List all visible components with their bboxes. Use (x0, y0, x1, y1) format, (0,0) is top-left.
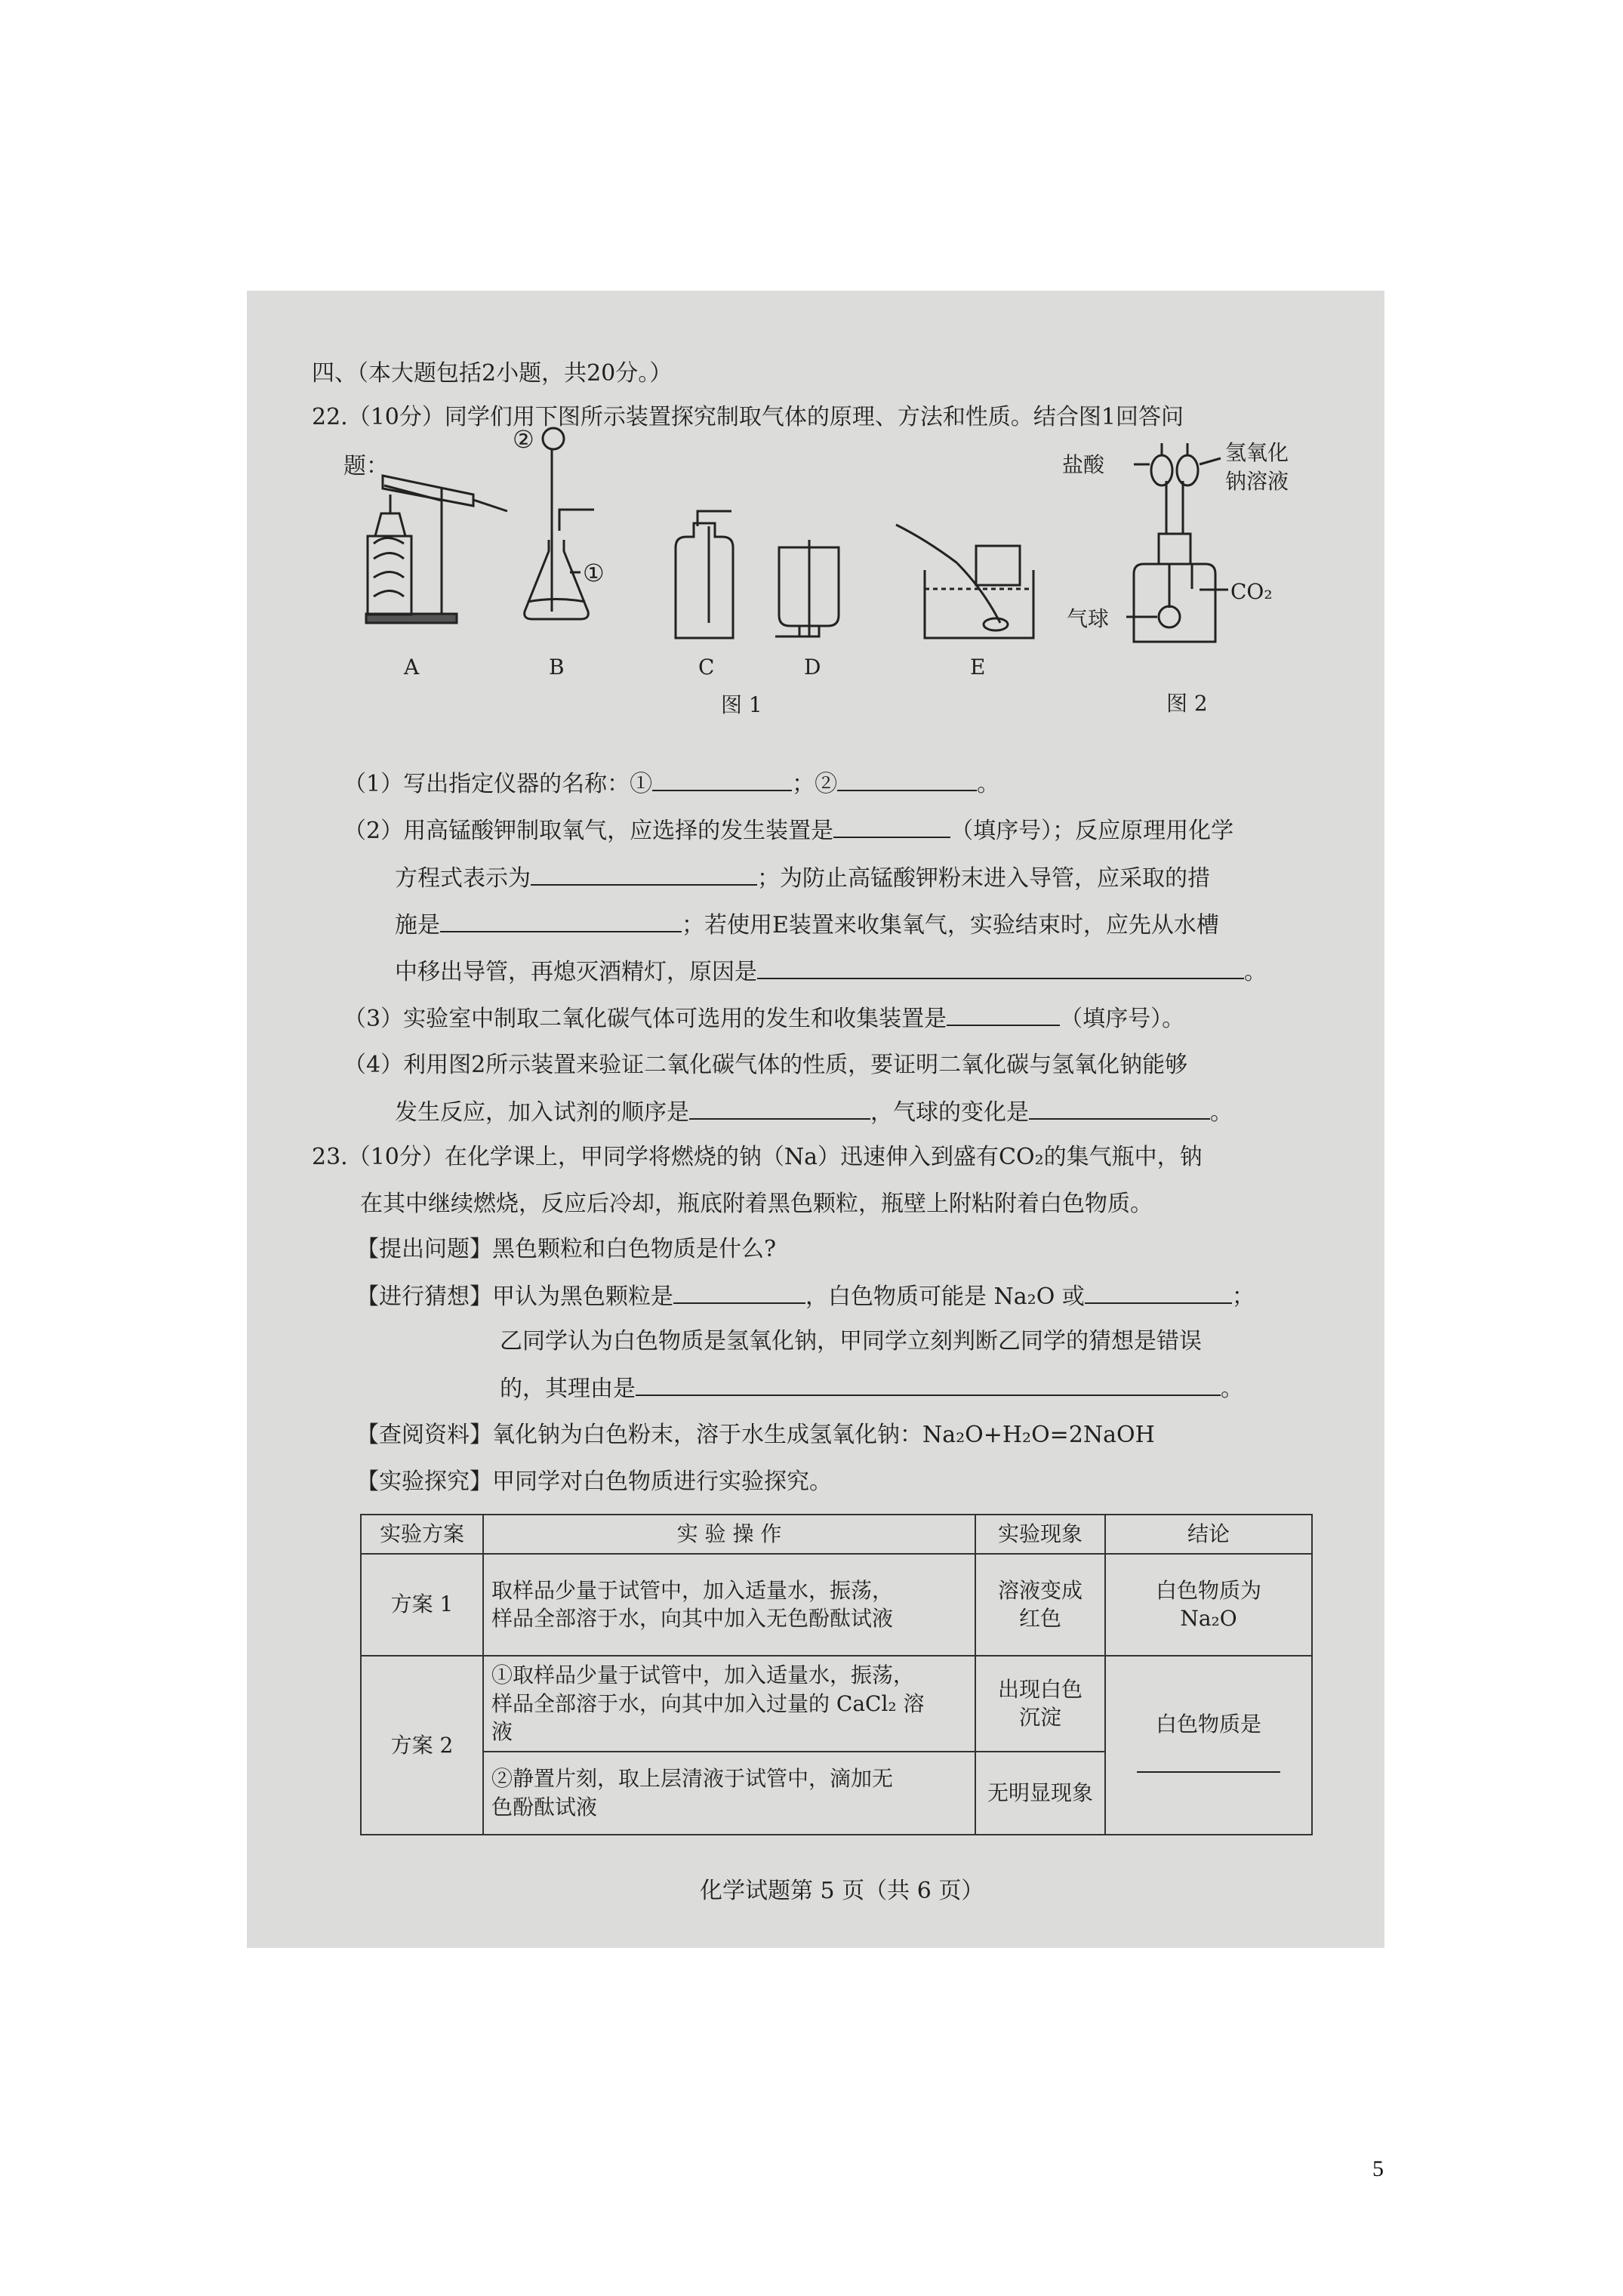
plan1-name: 方案 1 (361, 1554, 483, 1656)
page-footer: 化学试题第 5 页（共 6 页） (700, 1878, 984, 1904)
scanned-exam-page (247, 291, 1384, 1948)
plan2-phenomenon-2: 无明显现象 (975, 1752, 1105, 1835)
q22-part4-line2: 发生反应，加入试剂的顺序是 ，气球的变化是 。 (395, 1099, 1233, 1126)
table-header-row (361, 1515, 1312, 1554)
q23-ask: 【提出问题】黑色颗粒和白色物质是什么? (356, 1236, 777, 1262)
plan2-conclusion: 白色物质是 (1105, 1656, 1312, 1835)
answer-blank-8[interactable] (689, 1099, 870, 1120)
q22-stem-line1: 22.（10分）同学们用下图所示装置探究制取气体的原理、方法和性质。结合图1回答问 (312, 404, 1184, 430)
q22-part2-line3: 施是 ；若使用E装置来收集氧气，实验结束时，应先从水槽 (395, 912, 1219, 938)
answer-blank-4[interactable] (531, 864, 757, 886)
plan2-phenomenon-1: 出现白色 沉淀 (975, 1656, 1105, 1752)
section-heading: 四、（本大题包括2小题，共20分。） (312, 360, 673, 387)
answer-blank-3[interactable] (833, 817, 950, 838)
fig1-label-b: B (549, 655, 565, 680)
fig1-label-a: A (404, 655, 420, 680)
header-operation: 实 验 操 作 (483, 1515, 975, 1554)
q23-guess-line3: 的，其理由是 。 (500, 1376, 1243, 1402)
header-conclusion: 结论 (1105, 1515, 1312, 1554)
q22-part4-line1: （4）利用图2所示装置来验证二氧化碳气体的性质，要证明二氧化碳与氢氧化钠能够 (343, 1052, 1188, 1078)
fig-mark-2: ② (513, 425, 534, 454)
answer-blank-5[interactable] (440, 911, 682, 932)
fig2-caption: 图 2 (1166, 691, 1208, 716)
plan1-operation: 取样品少量于试管中，加入适量水，振荡， 样品全部溶于水，向其中加入无色酚酞试液 (483, 1554, 975, 1656)
answer-blank-11[interactable] (1085, 1283, 1232, 1304)
q22-part2-line4: 中移出导管，再熄灭酒精灯，原因是 。 (395, 959, 1267, 985)
answer-blank-13[interactable] (1137, 1752, 1280, 1773)
plan2-name: 方案 2 (361, 1656, 483, 1835)
answer-blank-2[interactable] (837, 770, 977, 791)
q22-part2-line1: （2）用高锰酸钾制取氧气，应选择的发生装置是 （填序号）；反应原理用化学 (343, 818, 1234, 844)
q23-stem-line2: 在其中继续燃烧，反应后冷却，瓶底附着黑色颗粒，瓶壁上附粘附着白色物质。 (360, 1191, 1153, 1217)
experiment-table (360, 1514, 1313, 1835)
q23-info: 【查阅资料】氧化钠为白色粉末，溶于水生成氢氧化钠：Na₂O+H₂O=2NaOH (356, 1422, 1155, 1448)
answer-blank-7[interactable] (947, 1005, 1060, 1026)
fig2-co2-label: CO₂ (1230, 579, 1273, 604)
fig-mark-1: ① (583, 559, 605, 587)
answer-blank-6[interactable] (757, 958, 1244, 979)
plan1-conclusion: 白色物质为 Na₂O (1105, 1554, 1312, 1656)
fig1-caption: 图 1 (721, 692, 762, 717)
q23-explore: 【实验探究】甲同学对白色物质进行实验探究。 (356, 1469, 832, 1495)
q22-part1: （1）写出指定仪器的名称：① ；② 。 (343, 771, 1000, 797)
plan2-operation-2: ②静置片刻，取上层清液于试管中，滴加无 色酚酞试液 (483, 1752, 975, 1835)
q23-guess-line2: 乙同学认为白色物质是氢氧化钠，甲同学立刻判断乙同学的猜想是错误 (500, 1328, 1202, 1354)
fig2-balloon-label: 气球 (1067, 606, 1110, 631)
fig2-naoh-label-2: 钠溶液 (1225, 469, 1289, 494)
fig1-label-e: E (970, 655, 986, 680)
header-plan: 实验方案 (361, 1515, 483, 1554)
answer-blank-10[interactable] (673, 1283, 805, 1304)
answer-blank-12[interactable] (636, 1375, 1221, 1396)
q22-part2-line2: 方程式表示为 ；为防止高锰酸钾粉末进入导管，应采取的措 (395, 865, 1210, 892)
q23-stem-line1: 23.（10分）在化学课上，甲同学将燃烧的钠（Na）迅速伸入到盛有CO₂的集气瓶中，钠 (312, 1144, 1203, 1170)
fig1-label-c: C (698, 655, 715, 680)
plan2-operation-1: ①取样品少量于试管中，加入适量水，振荡， 样品全部溶于水，向其中加入过量的 CaCl₂ 溶 液 (483, 1656, 975, 1752)
fig2-naoh-label-1: 氢氧化 (1225, 440, 1289, 465)
table-row-plan2-step1 (361, 1656, 1312, 1752)
header-phenomenon: 实验现象 (975, 1515, 1105, 1554)
plan1-phenomenon: 溶液变成 红色 (975, 1554, 1105, 1656)
q22-stem-line2: 题： (343, 453, 389, 479)
q22-part3: （3）实验室中制取二氧化碳气体可选用的发生和收集装置是 （填序号）。 (343, 1006, 1185, 1032)
page-number: 5 (1372, 2156, 1384, 2181)
fig2-hcl-label: 盐酸 (1062, 452, 1105, 477)
answer-blank-9[interactable] (1029, 1099, 1210, 1120)
q23-guess-line1: 【进行猜想】甲认为黑色颗粒是 ，白色物质可能是 Na₂O 或 ； (356, 1284, 1255, 1310)
fig1-label-d: D (804, 655, 821, 680)
answer-blank-1[interactable] (652, 770, 792, 791)
table-row-plan1 (361, 1554, 1312, 1656)
